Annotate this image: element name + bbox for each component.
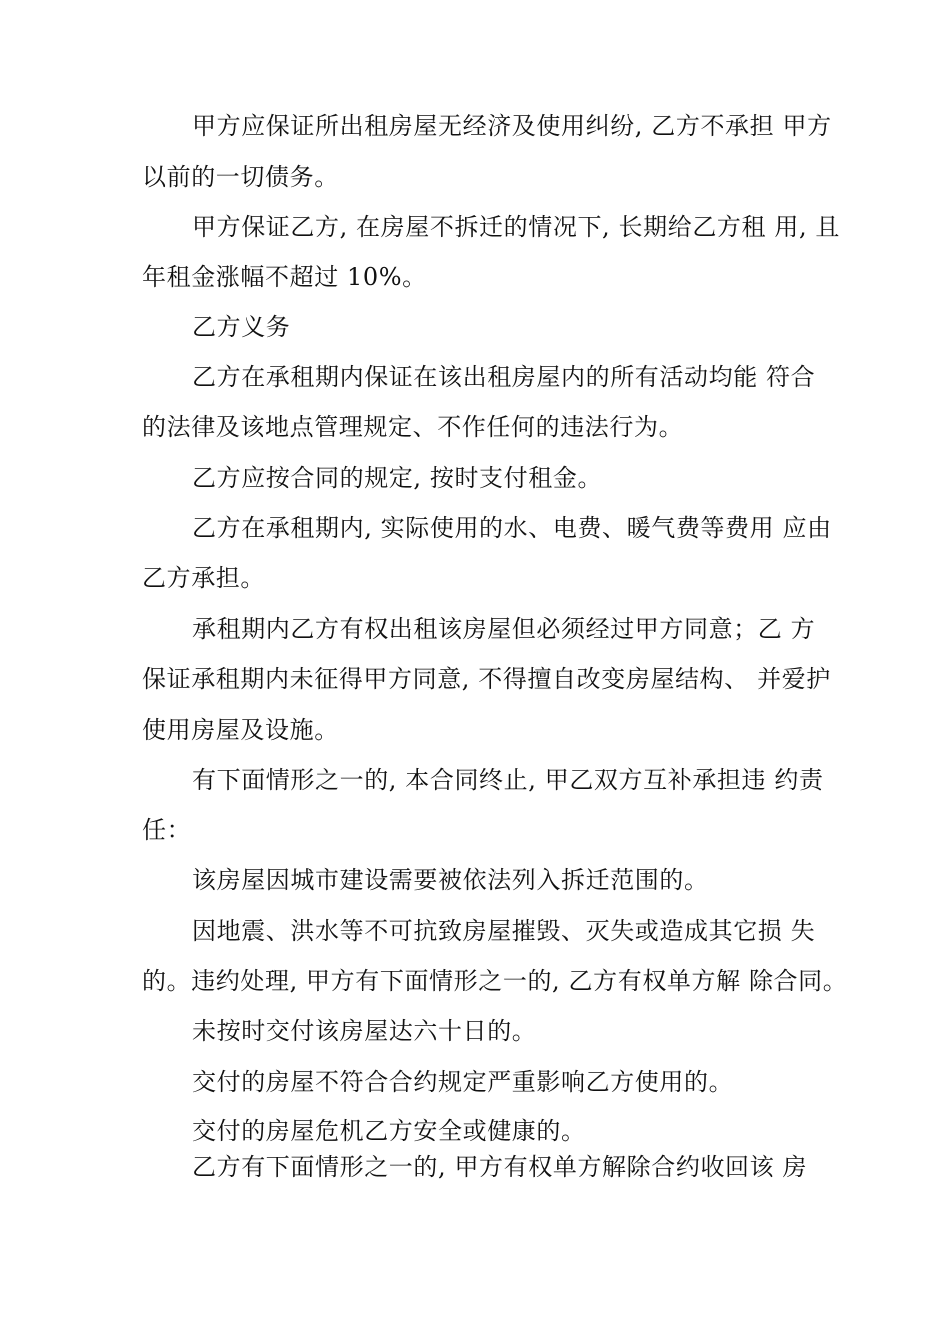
text-line-6: 乙方在承租期内保证在该出租房屋内的所有活动均能 符合 xyxy=(192,363,816,391)
text-line-19: 未按时交付该房屋达六十日的。 xyxy=(192,1017,537,1045)
text-line-14: 有下面情形之一的, 本合同终止, 甲乙双方互补承担违 约责 xyxy=(192,766,824,794)
text-line-18: 的。违约处理, 甲方有下面情形之一的, 乙方有权单方解 除合同。 xyxy=(142,967,848,995)
text-line-2: 以前的一切债务。 xyxy=(142,163,339,191)
section-heading: 乙方义务 xyxy=(192,313,291,341)
text-line-10: 乙方承担。 xyxy=(142,564,265,592)
text-line-20: 交付的房屋不符合合约规定严重影响乙方使用的。 xyxy=(192,1068,734,1096)
text-line-8: 乙方应按合同的规定, 按时支付租金。 xyxy=(192,464,603,492)
text-line-13: 使用房屋及设施。 xyxy=(142,716,339,744)
text-line-16: 该房屋因城市建设需要被依法列入拆迁范围的。 xyxy=(192,866,709,894)
text-line-11: 承租期内乙方有权出租该房屋但必须经过甲方同意；乙 方 xyxy=(192,615,816,643)
text-line-7: 的法律及该地点管理规定、不作任何的违法行为。 xyxy=(142,413,684,441)
text-line-15: 任： xyxy=(142,816,192,844)
text-line-22: 乙方有下面情形之一的, 甲方有权单方解除合约收回该 房 xyxy=(192,1153,808,1181)
text-line-3: 甲方保证乙方, 在房屋不拆迁的情况下, 长期给乙方租 用, 且 xyxy=(192,213,841,241)
text-line-12: 保证承租期内未征得甲方同意, 不得擅自改变房屋结构、 并爱护 xyxy=(142,665,831,693)
text-line-17: 因地震、洪水等不可抗致房屋摧毁、灭失或造成其它损 失 xyxy=(192,917,816,945)
text-line-9: 乙方在承租期内, 实际使用的水、电费、暖气费等费用 应由 xyxy=(192,514,832,542)
text-line-1: 甲方应保证所出租房屋无经济及使用纠纷, 乙方不承担 甲方 xyxy=(192,112,832,140)
text-line-4: 年租金涨幅不超过 10%。 xyxy=(142,263,427,291)
text-line-21: 交付的房屋危机乙方安全或健康的。 xyxy=(192,1117,586,1145)
